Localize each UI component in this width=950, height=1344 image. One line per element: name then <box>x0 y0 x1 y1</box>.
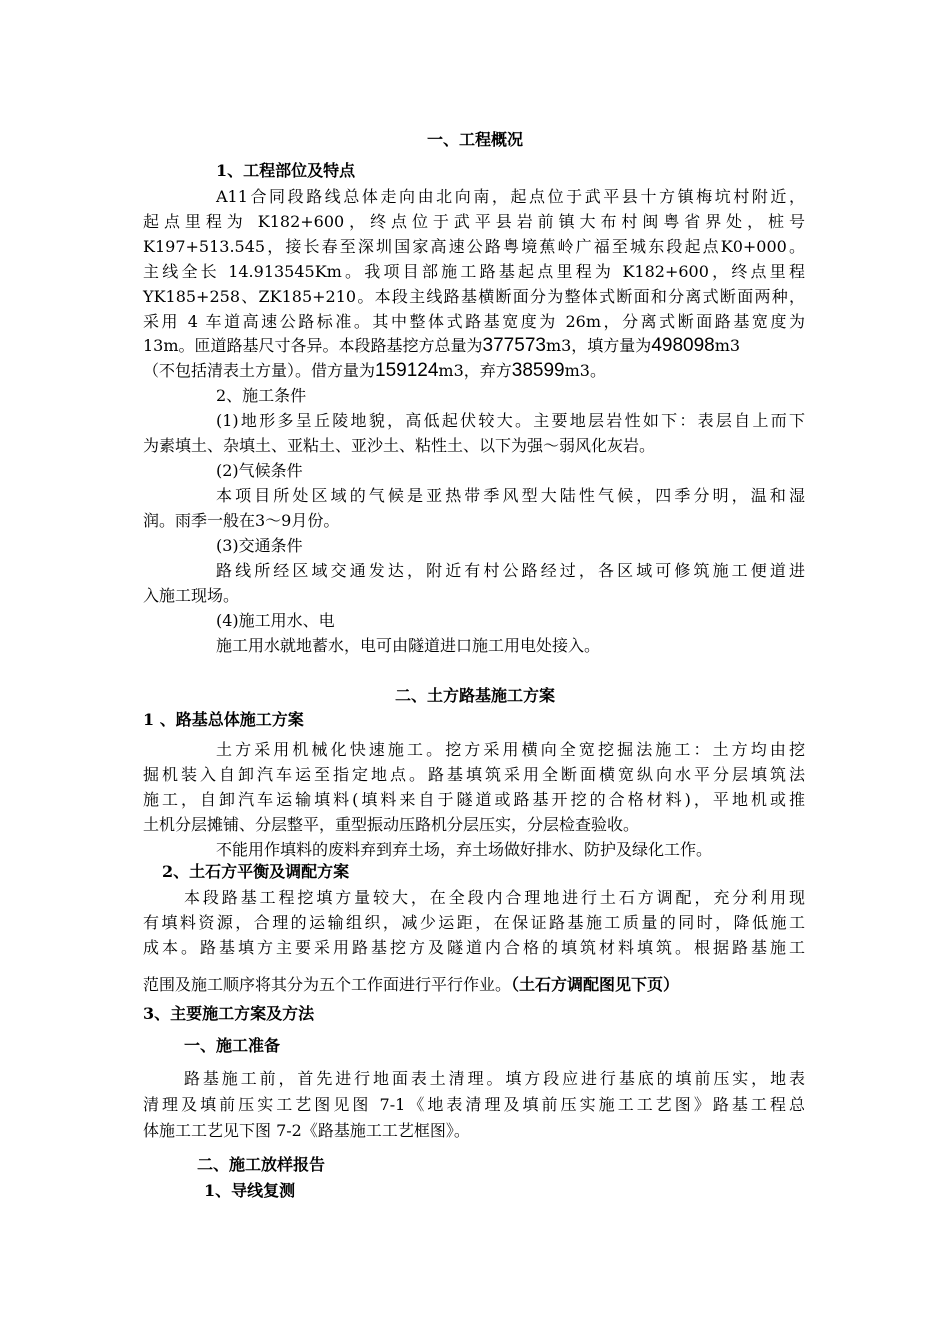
section-2-title: 二、土方路基施工方案 <box>394 686 555 705</box>
step-subheading: 1、导线复测 <box>204 1181 296 1200</box>
paragraph-line: 入施工现场。 <box>143 586 240 605</box>
step-heading: 二、施工放样报告 <box>197 1155 326 1174</box>
subsection-2-heading: 2、施工条件 <box>216 386 307 405</box>
paragraph-line: 起点里程为 K182+600，终点位于武平县岩前镇大布村闽粤省界处，桩号 <box>143 212 805 231</box>
paragraph-line: 成本。路基填方主要采用路基挖方及隧道内合格的填筑材料填筑。根据路基施工 <box>143 938 805 957</box>
excavation-volume: 377573 <box>482 335 546 356</box>
text-fragment: 范围及施工顺序将其分为五个工作面进行平行作业。 <box>143 975 512 994</box>
subsection-heading: 3、主要施工方案及方法 <box>143 1004 315 1023</box>
paragraph-line: (1)地形多呈丘陵地貌，高低起伏较大。主要地层岩性如下：表层自上而下 <box>216 411 805 430</box>
paragraph-line: 掘机装入自卸汽车运至指定地点。路基填筑采用全断面横宽纵向水平分层填筑法 <box>143 765 805 784</box>
text-fragment: m3。 <box>564 361 606 380</box>
paragraph-line: 体施工工艺见下图 7-2《路基施工工艺框图》。 <box>143 1121 470 1140</box>
text-fragment: m3 <box>714 336 741 355</box>
fill-volume: 498098 <box>651 335 715 356</box>
text-fragment: 13m。匝道路基尺寸各异。本段路基挖方总量为 <box>143 336 483 355</box>
paragraph-line: 路线所经区域交通发达，附近有村公路经过，各区域可修筑施工便道进 <box>216 561 805 580</box>
paragraph-line <box>143 975 679 995</box>
paragraph-line: K197+513.545，接长春至深圳国家高速公路粤境蕉岭广福至城东段起点K0+000。 <box>143 237 805 256</box>
section-1-title: 一、工程概况 <box>426 130 523 149</box>
paragraph-line: 路基施工前，首先进行地面表土清理。填方段应进行基底的填前压实，地表 <box>184 1069 805 1088</box>
borrow-volume: 159124 <box>375 360 439 381</box>
subsection-heading: 1 、路基总体施工方案 <box>143 710 304 729</box>
water-power-heading: (4)施工用水、电 <box>216 611 335 630</box>
paragraph-line: 本项目所处区域的气候是亚热带季风型大陆性气候，四季分明，温和湿 <box>216 486 805 505</box>
climate-heading: (2)气候条件 <box>216 461 303 480</box>
paragraph-line: 润。雨季一般在3～9月份。 <box>143 511 340 530</box>
paragraph-line: 土机分层摊铺、分层整平，重型振动压路机分层压实，分层检查验收。 <box>143 815 640 834</box>
paragraph-line: 采用 4 车道高速公路标准。其中整体式路基宽度为 26m，分离式断面路基宽度为 <box>143 312 805 331</box>
paragraph-line-quantities <box>143 361 606 381</box>
subsection-heading: 2、土石方平衡及调配方案 <box>162 862 350 881</box>
paragraph-line: 清理及填前压实工艺图见图 7-1《地表清理及填前压实施工工艺图》路基工程总 <box>143 1095 805 1114</box>
paragraph-line: 为素填土、杂填土、亚粘土、亚沙土、粘性土、以下为强～弱风化灰岩。 <box>143 436 656 455</box>
paragraph-line: 土方采用机械化快速施工。挖方采用横向全宽挖掘法施工：土方均由挖 <box>216 740 805 759</box>
paragraph-line: 施工用水就地蓄水，电可由隧道进口施工用电处接入。 <box>216 636 601 655</box>
text-fragment: m3，填方量为 <box>545 336 652 355</box>
traffic-heading: (3)交通条件 <box>216 536 303 555</box>
text-fragment: m3，弃方 <box>438 361 512 380</box>
paragraph-line-quantities <box>143 336 740 356</box>
text-fragment: （不包括清表土方量）。借方量为 <box>143 361 376 380</box>
step-heading: 一、施工准备 <box>184 1036 281 1055</box>
waste-volume: 38599 <box>511 360 565 381</box>
paragraph-line: 有填料资源，合理的运输组织，减少运距，在保证路基施工质量的同时，降低施工 <box>143 913 805 932</box>
subsection-1-heading: 1、工程部位及特点 <box>216 161 356 180</box>
paragraph-line: 不能用作填料的废料弃到弃土场，弃土场做好排水、防护及绿化工作。 <box>216 840 713 859</box>
figure-reference-note: （土石方调配图见下页） <box>511 975 680 994</box>
paragraph-line: 施工，自卸汽车运输填料(填料来自于隧道或路基开挖的合格材料)，平地机或推 <box>143 790 805 809</box>
paragraph-line: A11合同段路线总体走向由北向南，起点位于武平县十方镇梅坑村附近， <box>216 187 805 206</box>
paragraph-line: 主线全长 14.913545Km。我项目部施工路基起点里程为 K182+600，终点里程 <box>143 262 805 281</box>
paragraph-line: 本段路基工程挖填方量较大，在全段内合理地进行土石方调配，充分利用现 <box>184 888 805 907</box>
paragraph-line: YK185+258、ZK185+210。本段主线路基横断面分为整体式断面和分离式断面两种， <box>143 287 805 306</box>
